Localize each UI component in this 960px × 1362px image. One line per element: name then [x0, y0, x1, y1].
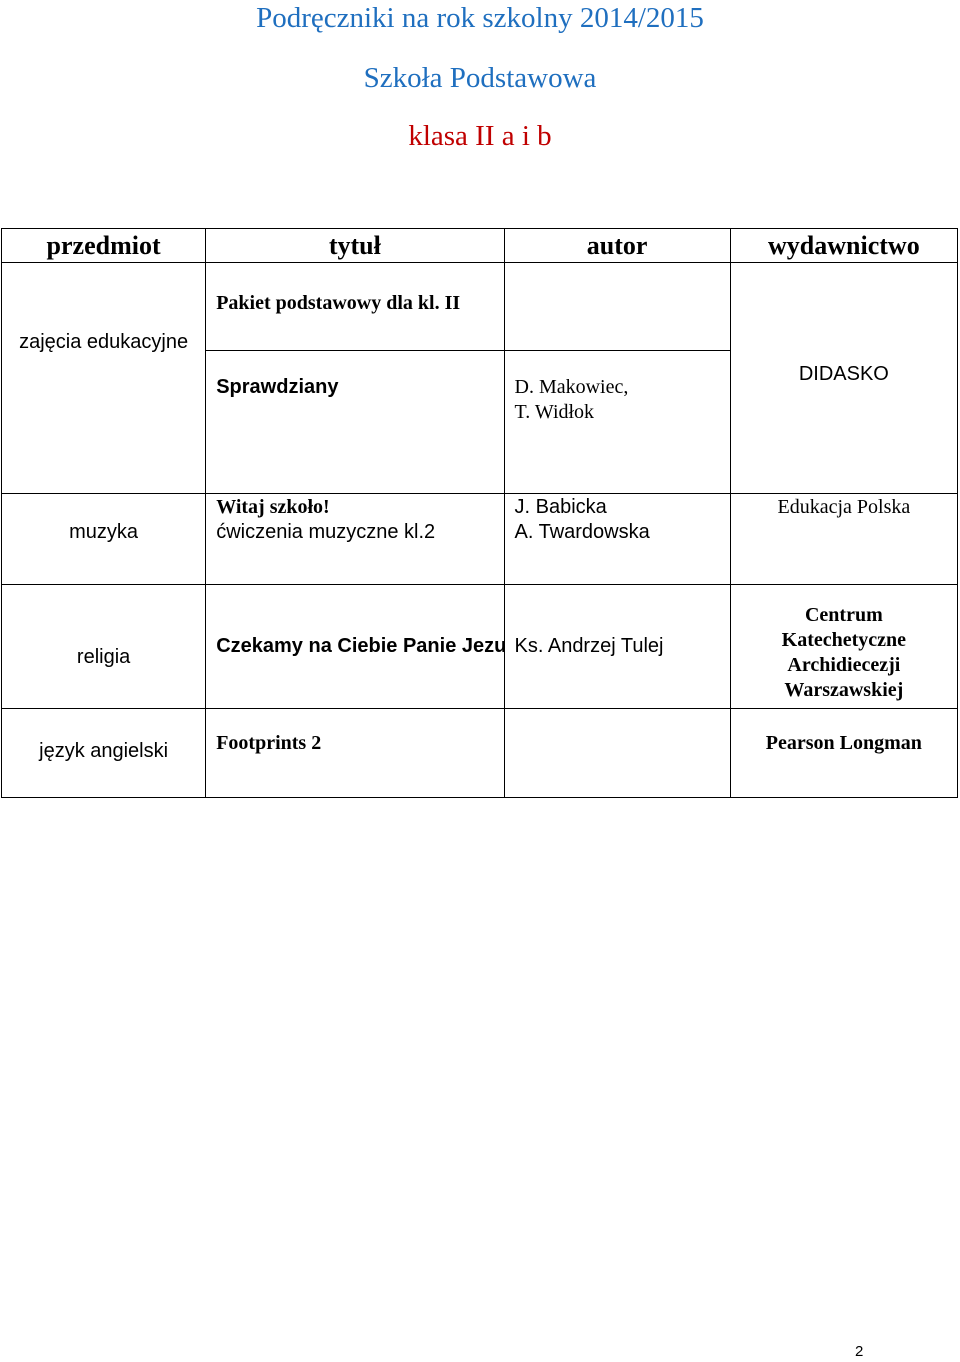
author-text: A. Twardowska	[514, 521, 650, 543]
subject-cell	[2, 263, 206, 494]
school-title: Szkoła Podstawowa	[363, 62, 597, 94]
title-cell	[206, 709, 504, 798]
title-cell	[206, 263, 504, 351]
class-title: klasa II a i b	[408, 120, 552, 152]
title-text: ćwiczenia muzyczne kl.2	[216, 521, 436, 543]
column-header-title: tytuł	[206, 229, 504, 263]
textbook-table	[1, 228, 958, 798]
subject-cell	[2, 494, 206, 585]
column-header-publisher: wydawnictwo	[730, 229, 957, 263]
publisher-text: Edukacja Polska	[777, 496, 911, 518]
author-cell	[504, 351, 730, 494]
title-cell	[206, 494, 504, 585]
author-text: D. Makowiec,	[514, 376, 629, 398]
publisher-cell	[730, 709, 957, 798]
author-cell	[504, 709, 730, 798]
title-text: Footprints 2	[216, 732, 322, 754]
table-row	[2, 709, 958, 798]
column-header-author: autor	[504, 229, 730, 263]
subject-text: język angielski	[39, 740, 169, 762]
publisher-cell	[730, 585, 957, 709]
subject-text: zajęcia edukacyjne	[19, 330, 189, 353]
title-text: Czekamy na Ciebie Panie Jezu	[216, 635, 507, 657]
publisher-text: Pearson Longman	[765, 732, 922, 754]
publisher-text: Archidiecezji	[787, 653, 901, 676]
subject-cell	[2, 709, 206, 798]
author-text: T. Widłok	[514, 401, 595, 423]
title-cell	[206, 585, 507, 709]
author-text: Ks. Andrzej Tulej	[514, 635, 664, 657]
table-row	[2, 494, 958, 585]
subject-cell	[2, 585, 206, 709]
publisher-text: Katechetyczne	[781, 628, 907, 651]
document-title: Podręczniki na rok szkolny 2014/2015	[256, 2, 704, 34]
page-number: 2	[855, 1343, 864, 1360]
table-row	[2, 585, 958, 709]
publisher-text: Warszawskiej	[784, 678, 904, 701]
column-header-subject: przedmiot	[2, 229, 206, 263]
publisher-cell	[730, 263, 957, 494]
table-row	[2, 263, 958, 351]
table-header-row	[2, 229, 958, 263]
title-text: Pakiet podstawowy dla kl. II	[216, 292, 461, 314]
subject-text: muzyka	[69, 521, 139, 543]
title-text: Witaj szkoło!	[216, 496, 330, 518]
author-cell	[504, 263, 730, 351]
subject-text: religia	[76, 646, 131, 668]
title-text: Sprawdziany	[216, 376, 339, 398]
publisher-cell	[730, 494, 957, 585]
publisher-text: DIDASKO	[798, 363, 889, 385]
author-cell	[504, 494, 730, 585]
publisher-text: Centrum	[804, 603, 883, 626]
author-cell	[504, 585, 730, 709]
author-text: J. Babicka	[514, 496, 607, 518]
title-cell	[206, 351, 504, 494]
